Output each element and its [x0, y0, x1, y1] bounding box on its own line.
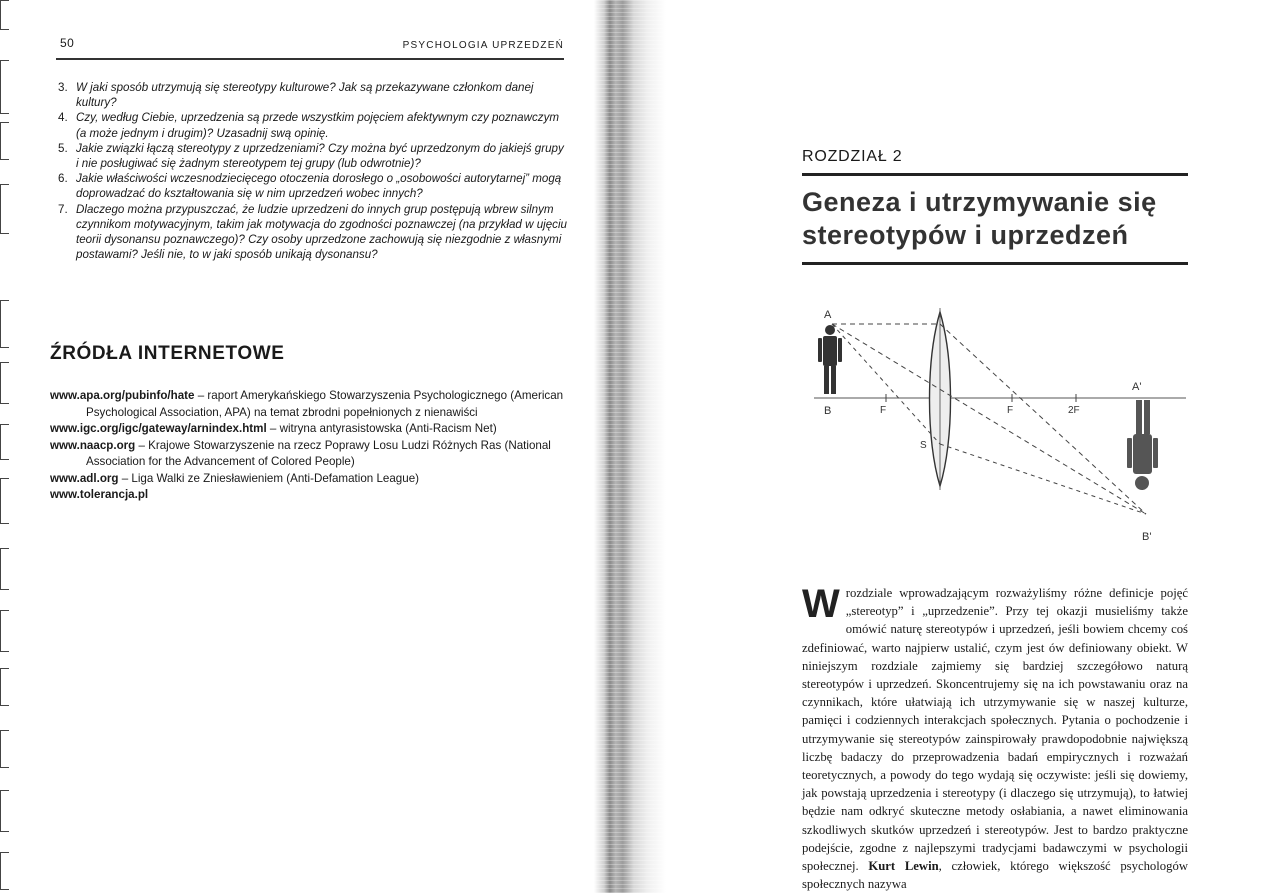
label-A: A: [824, 309, 832, 321]
ray-out-parallel: [940, 444, 1146, 514]
body-paragraph: rozdziale wprowadzającym rozważyliśmy różne definicje pojęć „stereotyp” i „uprzedzenie”. Przy tej okazji musieliśmy także omówić naturę stereotypów i uprzedzeń, jeśli bowiem chcemy coś zdefiniować, warto najpierw ustalić, czym jest ów definiowany obiekt. W niniejszym rozdziale zajmiemy się bardziej szczegółowo naturą stereotypów i uprzedzeń. Skoncentrujemy się na ich powstawaniu oraz na czynnikach, które ułatwiają ich utrzymywanie się w naszej kulturze, pamięci i codziennych interakcjach społecznych. Pytania o pochodzenie i utrzymywanie się stereotypów zainspirowały prawdopodobnie największą liczbę badaczy do przeprowadzenia badań empirycznych i rozważań teoretycznych, a powody do tego wydają się oczywiste: jeśli się dowiemy, jak powstają uprzedzenia i stereotypy (i dlaczego się utrzymują), to łatwiej będzie nam odkryć skuteczne metody osłabiania, a nawet eliminowania szkodliwych skutków uprzedzeń i stereotypów. Jest to bardzo praktyczne podejście, zgodne z najlepszymi tradycjami badawczymi w psychologii społecznej.: [802, 586, 1188, 874]
object-person-icon: [818, 325, 842, 394]
label-A-prime: A': [1132, 381, 1142, 393]
question-number: 4.: [58, 111, 68, 125]
label-F2: F: [1007, 405, 1014, 416]
question-text: Czy, według Ciebie, uprzedzenia są przede wszystkim pojęciem afektywnym czy poznawczym (a może jednym i drugim)? Uzasadnij swą opinię.: [76, 111, 560, 140]
chapter-title-line: Geneza i utrzymywanie się: [802, 187, 1157, 217]
source-item: [50, 487, 566, 504]
source-item: [50, 438, 566, 471]
label-B-prime: B': [1142, 531, 1152, 543]
body-bold-name: Kurt Lewin: [868, 859, 939, 874]
binding-mark: [0, 790, 9, 832]
chapter-label: ROZDZIAŁ 2: [802, 148, 903, 165]
source-description: – Krajowe Stowarzyszenie na rzecz Poprawy Losu Ludzi Różnych Ras (National Association for the Advancement of Colored People): [86, 438, 551, 468]
review-questions: [56, 80, 568, 262]
ray-focal: [832, 324, 940, 444]
running-head: PSYCHOLOGIA UPRZEDZEŃ: [402, 40, 564, 51]
lens-optics-figure: [814, 300, 1194, 550]
page-number: 50: [60, 36, 75, 50]
gutter-texture: [594, 0, 666, 893]
sources-heading: ŹRÓDŁA INTERNETOWE: [50, 343, 285, 364]
source-link[interactable]: www.adl.org: [50, 471, 119, 485]
binding-mark: [0, 0, 9, 30]
chapter-title-line: stereotypów i uprzedzeń: [802, 220, 1129, 250]
question-number: 5.: [58, 141, 68, 155]
source-link[interactable]: www.naacp.org: [50, 438, 136, 452]
chapter-rule-top: [802, 173, 1188, 176]
label-S: S: [920, 440, 927, 451]
header-rule: [56, 58, 564, 60]
binding-mark: [0, 184, 9, 234]
drop-cap: W: [802, 582, 840, 626]
source-description: – witryna antyrasistowska (Anti-Racism Net): [266, 422, 497, 435]
question-number: 3.: [58, 81, 68, 94]
left-page: [0, 0, 600, 893]
internet-sources: [50, 388, 566, 504]
binding-mark: [0, 424, 9, 460]
question-item: [56, 110, 568, 140]
ray-through-center: [832, 324, 1146, 514]
source-item: [50, 421, 566, 438]
source-description: – Liga Walki ze Zniesławieniem (Anti-Defamation League): [118, 471, 420, 485]
binding-mark: [0, 852, 9, 890]
binding-mark: [0, 60, 9, 114]
source-description: – raport Amerykańskiego Stowarzyszenia Psychologicznego (American Psychological Association, APA) na temat zbrodni popełnionych z nienawiści: [86, 389, 564, 419]
question-text: Dlaczego można przypuszczać, że ludzie uprzedzeni do innych grup postępują wbrew silnym czynnikom motywacyjnym, takim jak motywacja do zgodności poznawczej (na przykład w ujęciu teorii dysonansu poznawczego)? Czy osoby uprzedzone zachowują się niezgodnie z własnymi postawami? Jeśli nie, to w jaki sposób unikają dysonansu?: [76, 202, 567, 262]
label-F1: F: [880, 405, 887, 416]
body-paragraph-tail: , człowiek, którego większość psychologów społecznych nazywa: [802, 859, 1188, 892]
source-link[interactable]: www.tolerancja.pl: [50, 488, 149, 501]
label-B: B: [824, 405, 832, 417]
binding-mark: [0, 478, 9, 524]
image-inverted-person-icon: [1127, 400, 1158, 490]
source-item: [50, 471, 566, 488]
question-item: [56, 202, 568, 263]
binding-mark: [0, 610, 9, 652]
binding-mark: [0, 300, 9, 348]
chapter-body-text: [802, 584, 1188, 893]
ray-refracted: [940, 324, 1146, 514]
book-spine-gutter: [594, 0, 666, 893]
source-item: [50, 388, 566, 421]
right-page: [666, 0, 1264, 893]
binding-mark: [0, 362, 9, 404]
binding-mark: [0, 668, 9, 706]
label-2F: 2F: [1068, 405, 1080, 416]
question-text: Jakie związki łączą stereotypy z uprzedzeniami? Czy można być uprzedzonym do jakiejś grupy i nie posługiwać się żadnym stereotypem tej grupy (lub odwrotnie)?: [76, 141, 564, 171]
binding-mark: [0, 122, 9, 160]
question-text: W jaki sposób utrzymują się stereotypy kulturowe? Jak są przekazywane członkom danej kultury?: [76, 81, 534, 110]
binding-mark: [0, 730, 9, 768]
question-item: [56, 80, 568, 110]
source-link[interactable]: www.igc.org/igc/gateway/arnindex.html: [50, 422, 267, 435]
binding-mark: [0, 548, 9, 590]
question-item: [56, 141, 568, 171]
question-text: Jakie właściwości wczesnodziecięcego otoczenia dorosłego o „osobowości autorytarnej” mogą doprowadzać do kształtowania się w nim uprzedzeń wobec innych?: [76, 172, 562, 201]
question-number: 7.: [58, 202, 68, 216]
question-item: [56, 171, 568, 201]
question-number: 6.: [58, 172, 68, 186]
chapter-title: [802, 186, 1202, 252]
chapter-rule-bottom: [802, 262, 1188, 265]
source-link[interactable]: www.apa.org/pubinfo/hate: [50, 389, 195, 402]
